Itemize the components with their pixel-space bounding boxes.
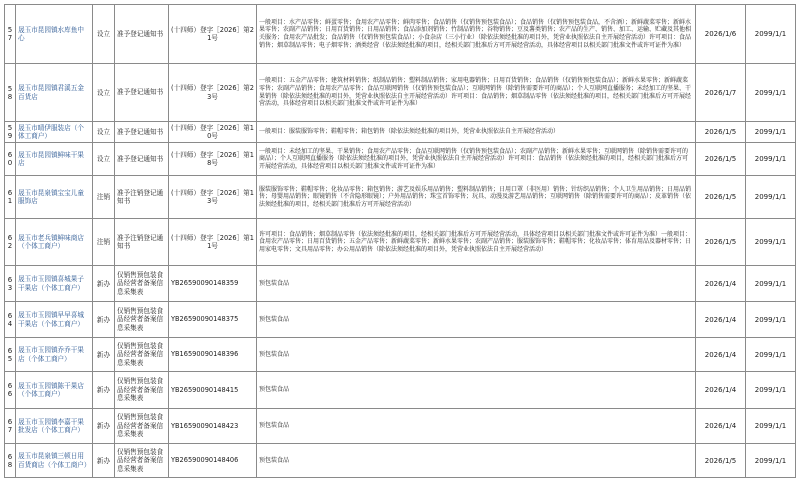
table-row: [5, 64, 796, 122]
end-date: 2099/1/1: [746, 444, 796, 478]
row-number: 61: [5, 176, 16, 219]
start-date: 2026/1/4: [696, 372, 746, 409]
entity-name: 晟玉市昆泉镇三顿日用百货商店（个体工商户）: [16, 444, 93, 478]
document-code: (十四师）登字［2026］第10号: [169, 122, 257, 143]
entity-name: 晟玉市玉园镇李嘉干果批发店（个体工商户）: [16, 409, 93, 444]
document-name: 准予注销登记通知书: [115, 176, 169, 219]
end-date: 2099/1/1: [746, 122, 796, 143]
start-date: 2026/1/5: [696, 219, 746, 266]
table-row: [5, 143, 796, 176]
table-row: [5, 444, 796, 478]
business-scope: 许可项目：食品销售；烟草制品零售（依法须经批准的项目，经相关部门批准后方可开展经营活动，具体经营项目以相关部门批准文件或许可证件为准）一般项目：食用农产品零售；日用百货销售；五金产品零售；新鲜蔬菜零售；新鲜水果零售；农副产品销售；服装服饰零售；鞋帽零售；化妆品零售；体育用品及器材零售；日用家电零售；文具用品零售；办公用品销售（除依法须经批准的项目外，凭营业执照依法自主开展经营活动）: [257, 219, 696, 266]
table-row: [5, 5, 796, 64]
business-scope: 预包装食品: [257, 444, 696, 478]
business-scope: 预包装食品: [257, 266, 696, 302]
registration-type: 注销: [93, 176, 115, 219]
start-date: 2026/1/5: [696, 122, 746, 143]
end-date: 2099/1/1: [746, 219, 796, 266]
registration-type: 设立: [93, 64, 115, 122]
row-number: 66: [5, 372, 16, 409]
business-scope: 预包装食品: [257, 338, 696, 372]
table-row: [5, 409, 796, 444]
start-date: 2026/1/6: [696, 5, 746, 64]
entity-name: 晟玉市昆园镇君溪五金百货店: [16, 64, 93, 122]
end-date: 2099/1/1: [746, 176, 796, 219]
end-date: 2099/1/1: [746, 5, 796, 64]
start-date: 2026/1/7: [696, 64, 746, 122]
start-date: 2026/1/4: [696, 338, 746, 372]
entity-name: 晟玉市昆园镇鲜味干果店: [16, 143, 93, 176]
registration-type: 设立: [93, 5, 115, 64]
document-code: YB26590090148375: [169, 302, 257, 338]
entity-name: 晟玉市玉园镇早早喜城干果店（个体工商户）: [16, 302, 93, 338]
start-date: 2026/1/5: [696, 143, 746, 176]
document-name: 仅销售预包装食品经营者备案信息采集表: [115, 338, 169, 372]
business-scope: 预包装食品: [257, 372, 696, 409]
business-scope: 服装服饰零售；鞋帽零售；化妆品零售；箱包销售；游艺及娱乐用品销售；塑料制品销售；日用口罩（非医用）销售；针纺织品销售；个人卫生用品销售；日用品销售；母婴用品销售；眼镜销售（不含隐形眼镜）；户外用品销售；珠宝首饰零售；玩具、动漫及游艺用品销售；互联网销售（除销售需要许可的商品）；皮革销售（依法须经批准的项目，经相关部门批准后方可开展经营活动）: [257, 176, 696, 219]
end-date: 2099/1/1: [746, 143, 796, 176]
document-name: 仅销售预包装食品经营者备案信息采集表: [115, 372, 169, 409]
document-name: 仅销售预包装食品经营者备案信息采集表: [115, 302, 169, 338]
table-row: [5, 372, 796, 409]
business-scope: 一般项目：五金产品零售；建筑材料销售；纸制品销售；塑料制品销售；家用电器销售；日用百货销售；食品销售（仅销售预包装食品）；新鲜水果零售；新鲜蔬菜零售；农副产品销售；食用农产品零售；食品互联网销售（仅销售预包装食品）；互联网销售（除销售需要许可的商品）；个人互联网直播服务；未经加工的坚果、干果销售（除依法须经批准的项目外，凭营业执照依法自主开展经营活动）许可项目：食品销售；烟草制品零售（依法须经批准的项目，经相关部门批准后方可开展经营活动，具体经营项目以相关部门批准文件或许可证件为准）: [257, 64, 696, 122]
registration-type: 新办: [93, 409, 115, 444]
registration-type: 设立: [93, 143, 115, 176]
row-number: 65: [5, 338, 16, 372]
registration-type: 新办: [93, 302, 115, 338]
document-name: 准予登记通知书: [115, 5, 169, 64]
end-date: 2099/1/1: [746, 409, 796, 444]
document-code: YB16590090148396: [169, 338, 257, 372]
end-date: 2099/1/1: [746, 64, 796, 122]
entity-name: 晟玉市玉园镇陈干果店（个体工商户）: [16, 372, 93, 409]
document-code: YB26590090148359: [169, 266, 257, 302]
document-code: (十四师）登字［2026］第18号: [169, 143, 257, 176]
document-name: 准予登记通知书: [115, 64, 169, 122]
table-row: [5, 338, 796, 372]
document-name: 仅销售预包装食品经营者备案信息采集表: [115, 444, 169, 478]
row-number: 59: [5, 122, 16, 143]
document-code: YB16590090148423: [169, 409, 257, 444]
registration-type: 新办: [93, 338, 115, 372]
entity-name: 晟玉市老兵镇鲜味商店（个体工商户）: [16, 219, 93, 266]
document-name: 仅销售预包装食品经营者备案信息采集表: [115, 409, 169, 444]
entity-name: 晟玉市昆泉镇宝宝儿童服饰店: [16, 176, 93, 219]
document-code: (十四师）登字［2026］第11号: [169, 219, 257, 266]
registration-table: [4, 4, 796, 478]
start-date: 2026/1/4: [696, 409, 746, 444]
document-code: (十四师）登字［2026］第21号: [169, 5, 257, 64]
registration-type: 新办: [93, 266, 115, 302]
row-number: 68: [5, 444, 16, 478]
table-body: [5, 5, 796, 478]
end-date: 2099/1/1: [746, 372, 796, 409]
document-code: (十四师）登字［2026］第23号: [169, 64, 257, 122]
row-number: 57: [5, 5, 16, 64]
entity-name: 晟玉市玉园镇喜城果子干果店（个体工商户）: [16, 266, 93, 302]
registration-type: 设立: [93, 122, 115, 143]
row-number: 64: [5, 302, 16, 338]
row-number: 62: [5, 219, 16, 266]
entity-name: 晟玉市昆园镇水库鱼中心: [16, 5, 93, 64]
end-date: 2099/1/1: [746, 266, 796, 302]
start-date: 2026/1/5: [696, 176, 746, 219]
registration-type: 注销: [93, 219, 115, 266]
business-scope: 一般项目：水产品零售；鲜蛋零售；食用农产品零售；鲜肉零售；食品销售（仅销售预包装食品）；食品销售（仅销售预包装食品，不含酒）；新鲜蔬菜零售；新鲜水果零售；农副产品销售；日用百货销售；日用品销售；食品添加剂销售；竹制品销售；谷物销售；豆及薯类销售；农产品的生产、销售、加工、运输、贮藏及其他相关服务；食用农产品批发；食品销售（仅销售预包装食品）；小食杂店（三小行业）（除依法须经批准的项目外，凭营业执照依法自主开展经营活动）许可项目：食品销售；烟草制品零售；电子烟零售；酒类经营（依法须经批准的项目，经相关部门批准后方可开展经营活动，具体经营项目以相关部门批准文件或许可证件为准）: [257, 5, 696, 64]
row-number: 60: [5, 143, 16, 176]
table-row: [5, 302, 796, 338]
document-code: (十四师）登字［2026］第13号: [169, 176, 257, 219]
end-date: 2099/1/1: [746, 338, 796, 372]
business-scope: 预包装食品: [257, 409, 696, 444]
start-date: 2026/1/5: [696, 444, 746, 478]
business-scope: 一般项目：未经加工的坚果、干果销售；食用农产品零售；食品互联网销售（仅销售预包装食品）；农副产品销售；新鲜水果零售；互联网销售（除销售需要许可的商品）；个人互联网直播服务（除依法须经批准的项目外，凭营业执照依法自主开展经营活动）许可项目：食品销售（依法须经批准的项目，经相关部门批准后方可开展经营活动，具体经营项目以相关部门批准文件或许可证件为准）: [257, 143, 696, 176]
document-name: 准予登记通知书: [115, 122, 169, 143]
document-name: 准予登记通知书: [115, 143, 169, 176]
document-code: YB26590090148415: [169, 372, 257, 409]
row-number: 67: [5, 409, 16, 444]
business-scope: 预包装食品: [257, 302, 696, 338]
row-number: 63: [5, 266, 16, 302]
table-row: [5, 122, 796, 143]
document-name: 准予注销登记通知书: [115, 219, 169, 266]
table-row: [5, 266, 796, 302]
start-date: 2026/1/4: [696, 302, 746, 338]
document-code: YB26590090148406: [169, 444, 257, 478]
registration-type: 新办: [93, 372, 115, 409]
end-date: 2099/1/1: [746, 302, 796, 338]
table-row: [5, 176, 796, 219]
entity-name: 晟玉市玉园镇乔乔干果店（个体工商户）: [16, 338, 93, 372]
document-name: 仅销售预包装食品经营者备案信息采集表: [115, 266, 169, 302]
start-date: 2026/1/4: [696, 266, 746, 302]
entity-name: 晟玉市晴伊服装店（个体工商户）: [16, 122, 93, 143]
business-scope: 一般项目：服装服饰零售；鞋帽零售；箱包销售（除依法须经批准的项目外，凭营业执照依法自主开展经营活动）: [257, 122, 696, 143]
registration-type: 新办: [93, 444, 115, 478]
row-number: 58: [5, 64, 16, 122]
table-row: [5, 219, 796, 266]
